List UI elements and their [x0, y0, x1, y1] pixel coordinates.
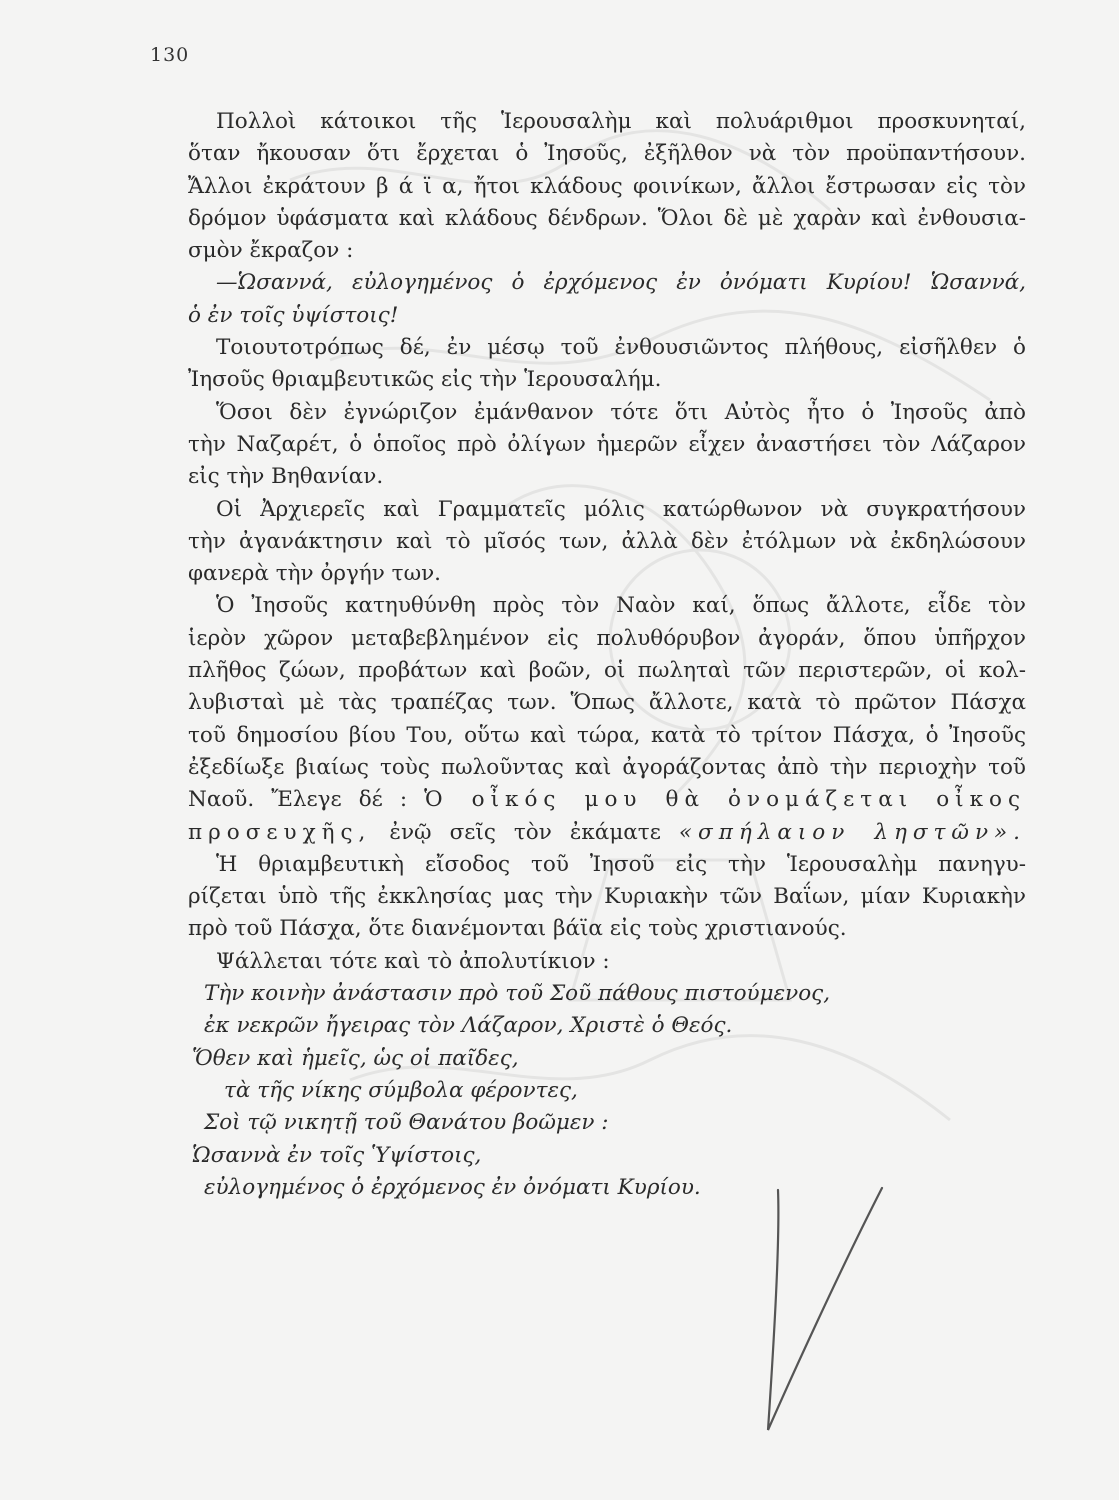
hymn-line: ἐκ νεκρῶν ἤγειρας τὸν Λάζαρον, Χριστὲ ὁ Θεός.: [204, 1013, 733, 1039]
text-line: ρίζεται ὑπὸ τῆς ἐκκλησίας μας τὴν Κυριακὴν τῶν Βαΐων, μίαν Κυριακὴν: [188, 884, 1026, 910]
text-line: ἐξεδίωξε βιαίως τοὺς πωλοῦντας καὶ ἀγοράζοντας ἀπὸ τὴν περιοχὴν τοῦ: [188, 754, 1026, 780]
text-line: Τοιουτοτρόπως δέ, ἐν μέσῳ τοῦ ἐνθουσιῶντος πλήθους, εἰσῆλθεν ὁ: [216, 335, 1026, 361]
text-line: Ψάλλεται τότε καὶ τὸ ἀπολυτίκιον :: [216, 948, 610, 974]
body-text: [188, 106, 1026, 1204]
hymn-line: Σοὶ τῷ νικητῇ τοῦ Θανάτου βοῶμεν :: [204, 1110, 609, 1136]
text-run: ἐνῷ σεῖς τὸν ἐκάματε: [371, 819, 679, 845]
emphasized-quote: προσευχῆς,: [188, 819, 372, 845]
text-line: πρὸ τοῦ Πάσχα, ὅτε διανέμονται βάϊα εἰς τοὺς χριστιανούς.: [188, 916, 847, 942]
text-line: δρόμον ὑφάσματα καὶ κλάδους δένδρων. Ὅλοι δὲ μὲ χαρὰν καὶ ἐνθουσια-: [188, 205, 1026, 231]
text-line: Ὁ Ἰησοῦς κατηυθύνθη πρὸς τὸν Ναὸν καί, ὅπως ἄλλοτε, εἶδε τὸν: [216, 593, 1026, 619]
text-line: φανερὰ τὴν ὀργήν των.: [188, 561, 442, 587]
text-line: τὴν ἀγανάκτησιν καὶ τὸ μῖσός των, ἀλλὰ δὲν ἐτόλμων νὰ ἐκδηλώσουν: [188, 528, 1026, 554]
hymn-line: τὰ τῆς νίκης σύμβολα φέροντες,: [224, 1077, 578, 1103]
text-line: πλῆθος ζώων, προβάτων καὶ βοῶν, οἱ πωληταὶ τῶν περιστερῶν, οἱ κολ-: [188, 658, 1026, 684]
hymn-line: εὐλογημένος ὁ ἐρχόμενος ἐν ὀνόματι Κυρίου.: [204, 1174, 701, 1200]
text-line: εἰς τὴν Βηθανίαν.: [188, 464, 384, 490]
text-run: Ναοῦ. Ἔλεγε δέ :: [188, 787, 425, 813]
text-line: Ἄλλοι ἐκράτουν β ά ϊ α, ἤτοι κλάδους φοινίκων, ἄλλοι ἔστρωσαν εἰς τὸν: [188, 173, 1026, 199]
text-line: Ὅσοι δὲν ἐγνώριζον ἐμάνθανον τότε ὅτι Αὐτὸς ἦτο ὁ Ἰησοῦς ἀπὸ: [216, 399, 1026, 425]
text-line: ὅταν ἤκουσαν ὅτι ἔρχεται ὁ Ἰησοῦς, ἐξῆλθον νὰ τὸν προϋπαντήσουν.: [188, 141, 1026, 167]
emphasized-quote: «σπήλαιον ληστῶν».: [678, 819, 1026, 845]
emphasized-quote: Ὁ οἶκός μου θὰ ὀνομάζεται οἶκος: [424, 787, 1026, 813]
text-line: λυβισταὶ μὲ τὰς τραπέζας των. Ὅπως ἄλλοτε, κατὰ τὸ πρῶτον Πάσχα: [188, 690, 1026, 716]
text-line: —Ὡσαννά, εὐλογημένος ὁ ἐρχόμενος ἐν ὀνόματι Κυρίου! Ὡσαννά,: [216, 270, 1026, 296]
hymn-line: Ὡσαννὰ ἐν τοῖς Ὑψίστοις,: [192, 1142, 482, 1168]
text-line: σμὸν ἔκραζον :: [188, 238, 354, 264]
text-line: τοῦ δημοσίου βίου Του, οὕτω καὶ τώρα, κατὰ τὸ τρίτον Πάσχα, ὁ Ἰησοῦς: [188, 722, 1026, 748]
text-line: Ἰησοῦς θριαμβευτικῶς εἰς τὴν Ἱερουσαλήμ.: [188, 367, 662, 393]
text-line: [188, 817, 1026, 849]
text-line: Οἱ Ἀρχιερεῖς καὶ Γραμματεῖς μόλις κατώρθωνον νὰ συγκρατήσουν: [216, 496, 1026, 522]
pencil-check-mark-icon: [750, 1180, 890, 1440]
page-number: 130: [150, 44, 190, 66]
text-line: Πολλοὶ κάτοικοι τῆς Ἱερουσαλὴμ καὶ πολυάριθμοι προσκυνηταί,: [216, 109, 1026, 134]
text-line: [188, 784, 1026, 816]
text-line: τὴν Ναζαρέτ, ὁ ὁποῖος πρὸ ὀλίγων ἡμερῶν εἶχεν ἀναστήσει τὸν Λάζαρον: [188, 431, 1026, 457]
text-line: ἱερὸν χῶρον μεταβεβλημένον εἰς πολυθόρυβον ἀγοράν, ὅπου ὑπῆρχον: [188, 625, 1026, 651]
text-line: ὁ ἐν τοῖς ὑψίστοις!: [188, 302, 399, 328]
hymn-line: Τὴν κοινὴν ἀνάστασιν πρὸ τοῦ Σοῦ πάθους πιστούμενος,: [204, 981, 831, 1007]
text-line: Ἡ θριαμβευτικὴ εἴσοδος τοῦ Ἰησοῦ εἰς τὴν Ἱερουσαλὴμ πανηγυ-: [216, 851, 1026, 877]
hymn-line: Ὅθεν καὶ ἡμεῖς, ὡς οἱ παῖδες,: [192, 1045, 519, 1071]
